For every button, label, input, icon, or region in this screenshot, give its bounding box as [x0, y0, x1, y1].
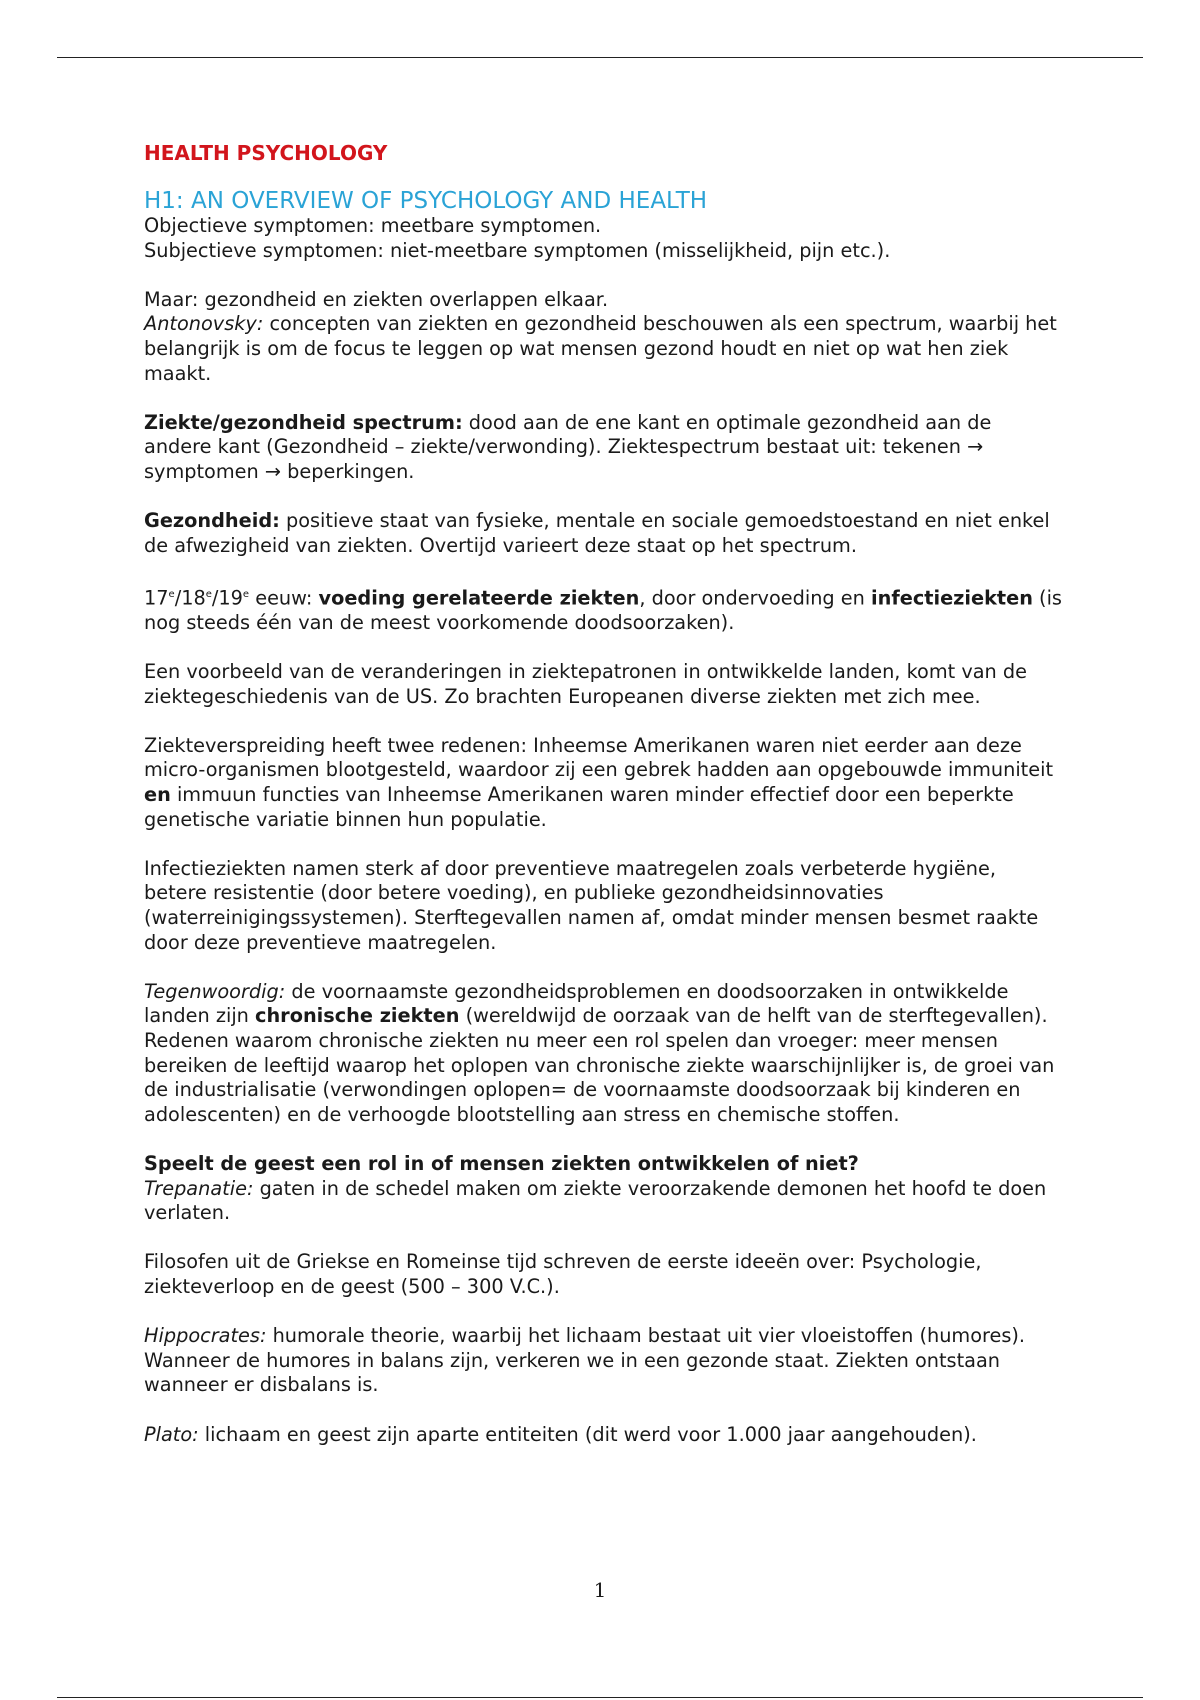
term-plato: Plato:	[144, 1422, 199, 1446]
paragraph-plato	[144, 1423, 1064, 1448]
century-text-post: (is nog steeds één van de meest voorkomende doodsoorzaken).	[144, 586, 1062, 634]
page-number: 1	[593, 1578, 607, 1602]
overlap-line: Maar: gezondheid en ziekten overlappen elkaar.	[144, 287, 609, 311]
paragraph-health	[144, 509, 1064, 558]
term-antonovsky: Antonovsky:	[144, 312, 264, 336]
spread-text-post: immuun functies van Inheemse Amerikanen waren minder effectief door een beperkte genetische variatie binnen hun populatie.	[144, 783, 1014, 831]
paragraph-hippocrates	[144, 1324, 1064, 1398]
header-rule	[57, 57, 1143, 58]
subjective-symptoms-line: Subjectieve symptomen: niet-meetbare symptomen (misselijkheid, pijn etc.).	[144, 238, 891, 262]
paragraph-philosophers: Filosofen uit de Griekse en Romeinse tijd schreven de eerste ideeën over: Psychologie, ziekteverloop en de geest (500 – 300 V.C.).	[144, 1250, 982, 1298]
term-hippocrates: Hippocrates:	[144, 1324, 267, 1348]
nowadays-text-pre: de voornaamste gezondheidsproblemen en doodsoorzaken in ontwikkelde landen zijn	[144, 979, 1009, 1028]
spectrum-text: dood aan de ene kant en optimale gezondheid aan de andere kant (Gezondheid – ziekte/verwonding). Ziektespectrum bestaat uit: tekenen → symptomen → beperkingen.	[144, 410, 992, 483]
trepanation-text: gaten in de schedel maken om ziekte veroorzakende demonen het hoofd te doen verlaten.	[144, 1176, 1047, 1225]
paragraph-centuries	[144, 583, 1064, 636]
paragraph-nowadays	[144, 980, 1064, 1128]
century-18-suffix: e	[205, 588, 212, 600]
term-infectious-diseases: infectieziekten	[871, 586, 1033, 610]
term-nutrition-diseases: voeding gerelateerde ziekten	[318, 586, 640, 610]
century-text-mid: , door ondervoeding en	[639, 586, 872, 610]
objective-symptoms-line: Objectieve symptomen: meetbare symptomen.	[144, 214, 602, 237]
term-health: Gezondheid:	[144, 509, 280, 533]
antonovsky-text: concepten van ziekten en gezondheid beschouwen als een spectrum, waarbij het belangrijk is om de focus te leggen op wat mensen gezond houdt en niet op wat hen ziek maakt.	[144, 312, 1057, 385]
document-title: HEALTH PSYCHOLOGY	[144, 141, 388, 165]
paragraph-symptoms	[144, 214, 1064, 263]
term-and: en	[144, 783, 171, 807]
health-text: positieve staat van fysieke, mentale en sociale gemoedstoestand en niet enkel de afwezigheid van ziekten. Overtijd varieert deze staat op het spectrum.	[144, 509, 1050, 557]
spread-text-pre: Ziekteverspreiding heeft twee redenen: Inheemse Amerikanen waren niet eerder aan deze micro-organismen blootgesteld, waardoor zij een gebrek hadden aan opgebouwde immuniteit	[144, 733, 1054, 782]
chapter-heading: H1: AN OVERVIEW OF PSYCHOLOGY AND HEALTH	[144, 188, 708, 214]
term-chronic-diseases: chronische ziekten	[255, 1004, 460, 1028]
paragraph-decline: Infectieziekten namen sterk af door preventieve maatregelen zoals verbeterde hygiëne, betere resistentie (door betere voeding), en publieke gezondheidsinnovaties (waterreinigingssystemen). Sterftegevallen namen af, omdat minder mensen besmet raakte door deze preventieve maatregelen.	[144, 856, 1039, 954]
century-17: 17	[144, 586, 169, 610]
paragraph-trepanation	[144, 1177, 1064, 1226]
page-content	[144, 140, 1064, 1472]
century-text-pre: eeuw:	[249, 586, 319, 610]
term-trepanation: Trepanatie:	[144, 1176, 254, 1200]
hippocrates-text: humorale theorie, waarbij het lichaam bestaat uit vier vloeistoffen (humores). Wanneer de humores in balans zijn, verkeren we in een gezonde staat. Ziekten ontstaan wanneer er disbalans is.	[144, 1324, 1026, 1397]
century-19-suffix: e	[242, 588, 250, 600]
footer-rule	[57, 1697, 1143, 1698]
century-17-suffix: e	[168, 588, 175, 600]
term-spectrum: Ziekte/gezondheid spectrum:	[144, 410, 463, 434]
paragraph-spread	[144, 734, 1064, 832]
section-heading-mind: Speelt de geest een rol in of mensen ziekten ontwikkelen of niet?	[144, 1151, 859, 1175]
century-18: /18	[174, 586, 206, 610]
paragraph-antonovsky	[144, 288, 1064, 386]
nowadays-text-post: (wereldwijd de oorzaak van de helft van de sterftegevallen). Redenen waarom chronische ziekten nu meer een rol spelen dan vroeger: meer mensen bereiken de leeftijd waarop het oplopen van chronische ziekte waarschijnlijker is, de groei van de industrialisatie (verwondingen oplopen= de voornaamste doodsoorzaak bij kinderen en adolescenten) en de verhoogde blootstelling aan stress en chemische stoffen.	[144, 1004, 1055, 1126]
paragraph-spectrum	[144, 411, 1064, 485]
plato-text: lichaam en geest zijn aparte entiteiten (dit werd voor 1.000 jaar aangehouden).	[198, 1422, 977, 1446]
century-19: /19	[211, 586, 243, 610]
paragraph-us-history: Een voorbeeld van de veranderingen in ziektepatronen in ontwikkelde landen, komt van de ziektegeschiedenis van de US. Zo brachten Europeanen diverse ziekten met zich mee.	[144, 660, 1027, 708]
term-nowadays: Tegenwoordig:	[144, 979, 286, 1003]
